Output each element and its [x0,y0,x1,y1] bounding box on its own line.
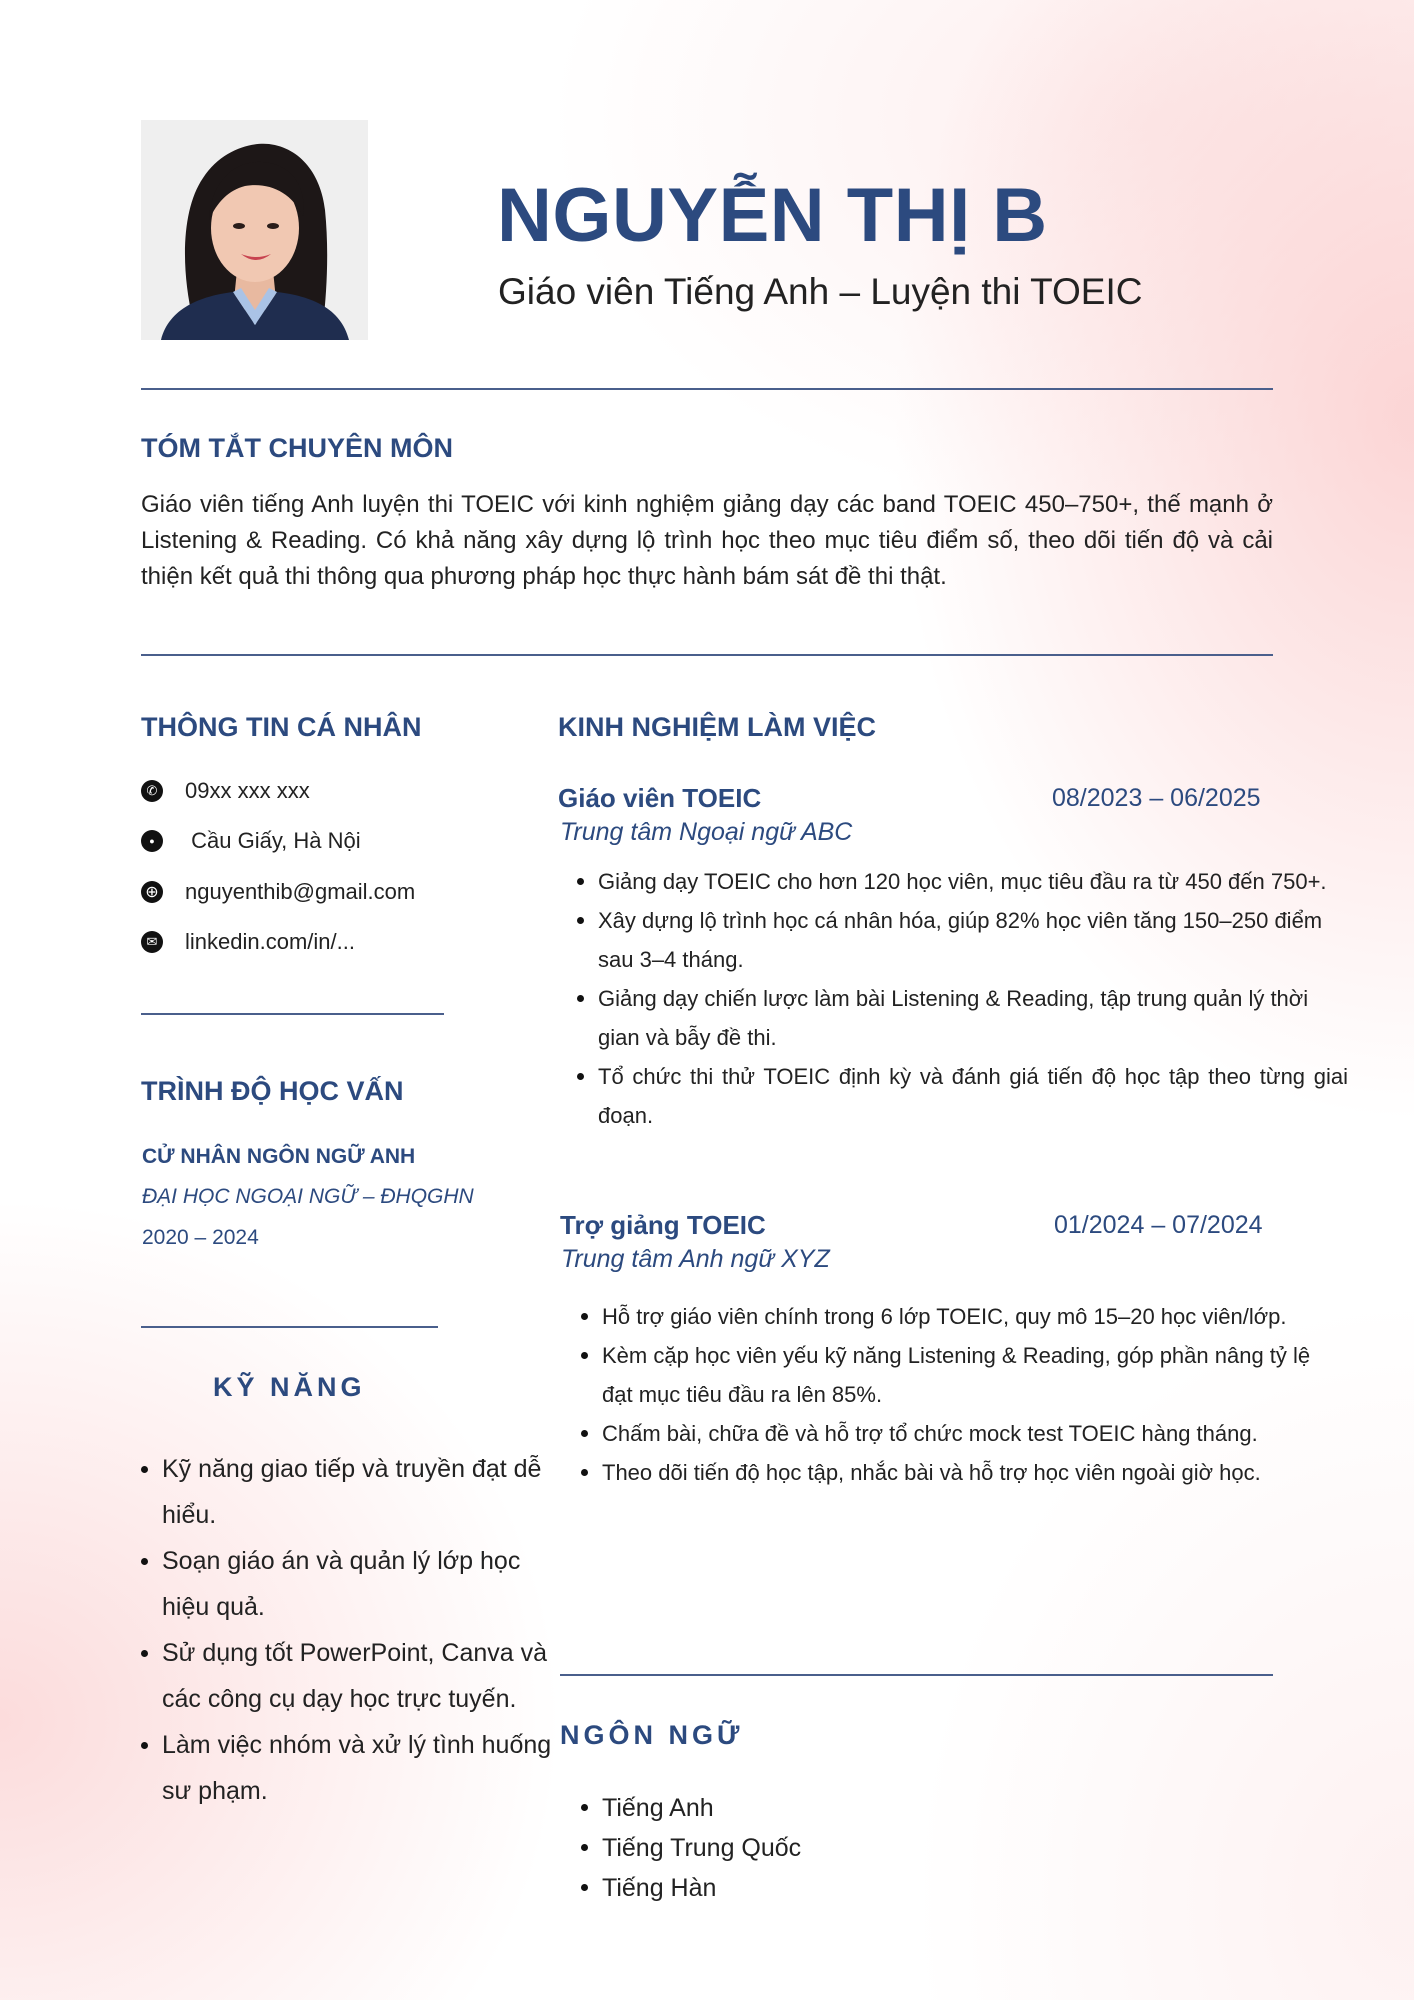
portrait-image [141,120,368,340]
job-duties-list [558,862,1348,1135]
candidate-name: NGUYỄN THỊ B [497,173,1048,258]
envelope-icon: ✉ [141,931,163,953]
duty-item: Giảng dạy TOEIC cho hơn 120 học viên, mục tiêu đầu ra từ 450 đến 750+. [598,862,1348,901]
skill-item: Kỹ năng giao tiếp và truyền đạt dễ hiểu. [162,1446,562,1538]
duty-item: Tổ chức thi thử TOEIC định kỳ và đánh giá tiến độ học tập theo từng giai đoạn. [598,1057,1348,1135]
profile-photo [141,120,368,340]
location-pin-icon: ● [141,830,163,852]
summary-text: Giáo viên tiếng Anh luyện thi TOEIC với kinh nghiệm giảng dạy các band TOEIC 450–750+, thế mạnh ở Listening & Reading. Có khả năng xây dựng lộ trình học theo mục tiêu điểm số, theo dõi tiến độ và cải thiện kết quả thi thông qua phương pháp học thực hành bám sát đề thi thật. [141,491,1273,590]
divider [141,1326,438,1328]
languages-heading: NGÔN NGỮ [560,1720,744,1750]
skill-item: Làm việc nhóm và xử lý tình huống sư phạm. [162,1722,562,1814]
duty-item: Theo dõi tiến độ học tập, nhắc bài và hỗ trợ học viên ngoài giờ học. [602,1453,1312,1492]
contact-location [141,828,361,854]
candidate-job-title: Giáo viên Tiếng Anh – Luyện thi TOEIC [498,271,1143,312]
linkedin-text[interactable]: linkedin.com/in/... [185,929,355,954]
job-organization: Trung tâm Ngoại ngữ ABC [560,818,853,846]
job-duties-list [562,1297,1312,1492]
duty-item: Xây dựng lộ trình học cá nhân hóa, giúp 82% học viên tăng 150–250 điểm sau 3–4 tháng. [598,901,1348,979]
contact-email [141,879,415,905]
divider [141,388,1273,390]
language-item: Tiếng Trung Quốc [602,1828,801,1868]
language-item: Tiếng Anh [602,1788,801,1828]
contact-linkedin [141,929,355,955]
language-item: Tiếng Hàn [602,1868,801,1908]
skills-list [122,1446,562,1814]
email-text[interactable]: nguyenthib@gmail.com [185,879,416,904]
job-title: Giáo viên TOEIC [558,783,762,813]
duty-item: Giảng dạy chiến lược làm bài Listening & Reading, tập trung quản lý thời gian và bẫy đề thi. [598,979,1348,1057]
skill-item: Soạn giáo án và quản lý lớp học hiệu quả. [162,1538,562,1630]
personal-info-heading: THÔNG TIN CÁ NHÂN [141,712,422,742]
divider [141,1013,444,1015]
phone-text: 09xx xxx xxx [185,778,310,803]
job-dates: 08/2023 – 06/2025 [1052,784,1261,812]
contact-phone [141,778,310,804]
job-dates: 01/2024 – 07/2024 [1054,1211,1263,1239]
divider [560,1674,1273,1676]
skill-item: Sử dụng tốt PowerPoint, Canva và các công cụ dạy học trực tuyến. [162,1630,562,1722]
job-organization: Trung tâm Anh ngữ XYZ [561,1245,830,1273]
education-heading: TRÌNH ĐỘ HỌC VẤN [141,1076,404,1106]
duty-item: Chấm bài, chữa đề và hỗ trợ tổ chức mock test TOEIC hàng tháng. [602,1414,1312,1453]
education-school: ĐẠI HỌC NGOẠI NGỮ – ĐHQGHN [142,1185,474,1208]
education-degree: CỬ NHÂN NGÔN NGỮ ANH [142,1145,416,1168]
languages-list [562,1788,801,1908]
skills-heading: KỸ NĂNG [213,1372,366,1402]
job-title: Trợ giảng TOEIC [560,1210,766,1240]
summary-heading: TÓM TẮT CHUYÊN MÔN [141,433,453,463]
divider [141,654,1273,656]
education-years: 2020 – 2024 [142,1226,259,1249]
duty-item: Hỗ trợ giáo viên chính trong 6 lớp TOEIC, quy mô 15–20 học viên/lớp. [602,1297,1312,1336]
location-text: Cầu Giấy, Hà Nội [185,828,361,853]
experience-heading: KINH NGHIỆM LÀM VIỆC [558,712,877,742]
phone-icon: ✆ [141,780,163,802]
globe-icon: ⊕ [141,881,163,903]
duty-item: Kèm cặp học viên yếu kỹ năng Listening & Reading, góp phần nâng tỷ lệ đạt mục tiêu đầu ra lên 85%. [602,1336,1312,1414]
